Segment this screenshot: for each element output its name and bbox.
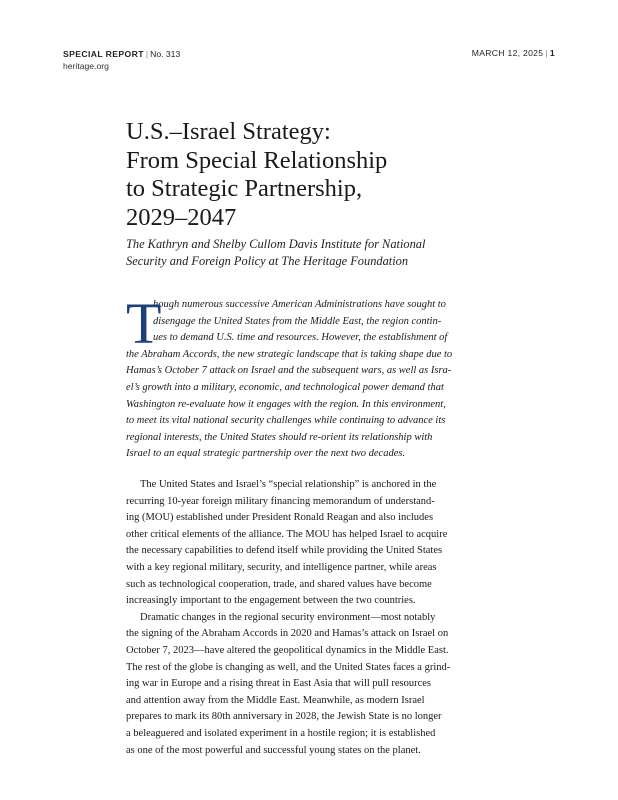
- paragraph-line: October 7, 2023—have altered the geopolitical dynamics in the Middle East.: [126, 644, 449, 656]
- document-subtitle: [126, 236, 506, 269]
- abstract: [126, 291, 498, 463]
- abstract-line: ues to demand U.S. time and resources. However, the establishment of: [153, 332, 448, 344]
- abstract-line: disengage the United States from the Middle East, the region contin-: [153, 315, 442, 327]
- paragraph-line: Dramatic changes in the regional security environment—most notably: [140, 611, 436, 623]
- abstract-line: Israel to an equal strategic partnership over the next two decades.: [126, 448, 406, 460]
- header-separator: |: [145, 49, 149, 59]
- drop-cap: T: [126, 291, 162, 356]
- page-number: 1: [549, 48, 555, 58]
- header-separator: |: [545, 48, 548, 58]
- paragraph-line: increasingly important to the engagement between the two countries.: [126, 595, 416, 607]
- paragraph: [126, 477, 498, 610]
- subtitle-line: The Kathryn and Shelby Cullom Davis Institute for National: [126, 237, 426, 251]
- paragraph-line: and attention away from the Middle East. Meanwhile, as modern Israel: [126, 694, 425, 706]
- subtitle-line: Security and Foreign Policy at The Heritage Foundation: [126, 253, 409, 268]
- paragraph-line: the necessary capabilities to defend itself while providing the United States: [126, 545, 443, 557]
- date-page-header: [472, 48, 555, 58]
- report-date: MARCH 12, 2025: [471, 48, 544, 58]
- paragraph-line: such as technological cooperation, trade, and shared values have become: [126, 578, 432, 590]
- title-line: to Strategic Partnership,: [126, 175, 363, 202]
- abstract-line: hough numerous successive American Administrations have sought to: [153, 299, 446, 310]
- paragraph-line: recurring 10-year foreign military financing memorandum of understand-: [126, 495, 435, 507]
- paragraph-line: the signing of the Abraham Accords in 2020 and Hamas’s attack on Israel on: [126, 628, 449, 640]
- paragraph-line: The rest of the globe is changing as well, and the United States faces a grind-: [126, 661, 451, 673]
- abstract-line: to meet its vital national security challenges while continuing to advance its: [126, 415, 446, 427]
- paragraph-line: ing (MOU) established under President Ronald Reagan and also includes: [126, 512, 434, 524]
- paragraph-line: The United States and Israel’s “special relationship” is anchored in the: [140, 479, 437, 490]
- abstract-line: Washington re-evaluate how it engages with the region. In this environment,: [126, 398, 446, 410]
- title-line: 2029–2047: [126, 203, 237, 231]
- abstract-line: the Abraham Accords, the new strategic landscape that is taking shape due to: [126, 348, 453, 360]
- paragraph-line: a beleaguered and isolated experiment in a hostile region; it is established: [126, 727, 436, 739]
- report-number: No. 313: [150, 49, 181, 59]
- paragraph-line: ing war in Europe and a rising threat in East Asia that will pull resources: [126, 678, 432, 690]
- paragraph-line: other critical elements of the alliance. The MOU has helped Israel to acquire: [126, 528, 448, 540]
- paragraph: [126, 610, 498, 759]
- abstract-line: regional interests, the United States should re-orient its relationship with: [126, 431, 433, 443]
- paragraph-line: with a key regional military, security, and intelligence partner, while areas: [126, 561, 437, 573]
- report-label: SPECIAL REPORT: [63, 49, 144, 59]
- paragraph-line: prepares to mark its 80th anniversary in 2028, the Jewish State is no longer: [126, 711, 442, 723]
- document-title: [126, 118, 546, 232]
- site-url[interactable]: heritage.org: [63, 61, 109, 71]
- abstract-line: el’s growth into a military, economic, and technological power demand that: [126, 381, 444, 393]
- title-line: From Special Relationship: [126, 146, 388, 174]
- paragraph-line: as one of the most powerful and successful young states on the planet.: [126, 744, 421, 756]
- title-line: U.S.–Israel Strategy:: [126, 118, 331, 145]
- body-text: [126, 477, 498, 759]
- abstract-line: Hamas’s October 7 attack on Israel and the subsequent wars, as well as Isra-: [126, 365, 452, 377]
- report-header: [63, 48, 180, 72]
